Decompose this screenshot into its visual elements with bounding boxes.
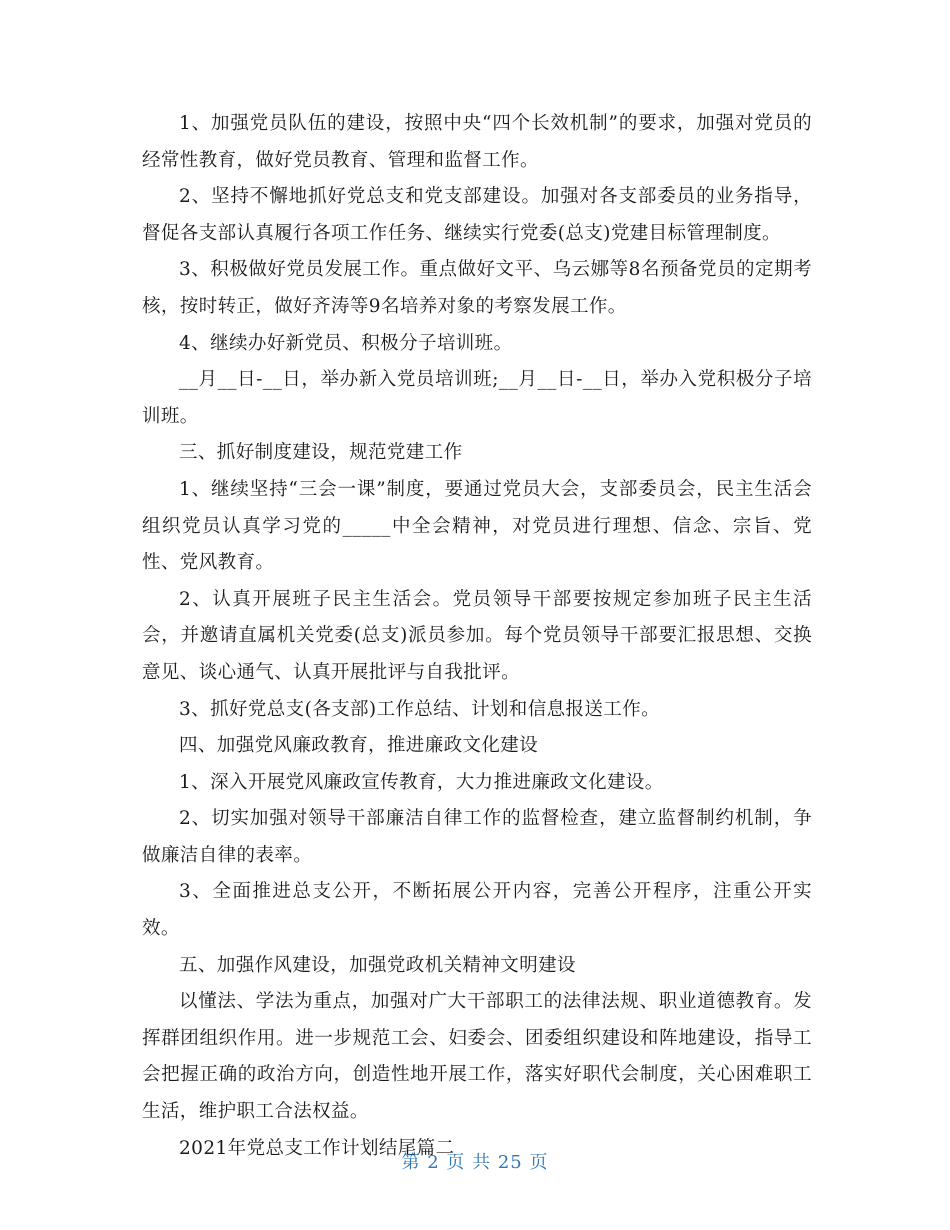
page-number: 第 2 页 共 25 页 — [401, 1152, 549, 1173]
paragraph: 1、加强党员队伍的建设，按照中央“四个长效机制”的要求，加强对党员的经常性教育，做好党员教育、管理和监督工作。 — [142, 113, 812, 171]
paragraph: __月__日-__日，举办新入党员培训班;__月__日-__日，举办入党积极分子培训班。 — [142, 369, 812, 427]
paragraph: 3、全面推进总支公开，不断拓展公开内容，完善公开程序，注重公开实效。 — [142, 881, 812, 940]
paragraph: 3、积极做好党员发展工作。重点做好文平、乌云娜等8名预备党员的定期考核，按时转正，做好齐涛等9名培养对象的考察发展工作。 — [142, 259, 812, 317]
section-heading: 四、加强党风廉政教育，推进廉政文化建设 — [179, 735, 539, 757]
paragraph: 3、抓好党总支(各支部)工作总结、计划和信息报送工作。 — [179, 698, 661, 720]
document-body — [142, 106, 812, 1167]
section-heading: 三、抓好制度建设，规范党建工作 — [179, 442, 463, 464]
paragraph: 以懂法、学法为重点，加强对广大干部职工的法律法规、职业道德教育。发挥群团组织作用。进一步规范工会、妇委会、团委组织建设和阵地建设，指导工会把握正确的政治方向，创造性地开展工作，落实好职代会制度，关心困难职工生活，维护职工合法权益。 — [142, 991, 812, 1123]
paragraph: 1、深入开展党风廉政宣传教育，大力推进廉政文化建设。 — [179, 771, 664, 793]
paragraph: 2、认真开展班子民主生活会。党员领导干部要按规定参加班子民主生活会，并邀请直属机关党委(总支)派员参加。每个党员领导干部要汇报思想、交换意见、谈心通气、认真开展批评与自我批评。 — [142, 588, 812, 683]
paragraph: 2、切实加强对领导干部廉洁自律工作的监督检查，建立监督制约机制，争做廉洁自律的表率。 — [142, 808, 812, 866]
paragraph: 4、继续办好新党员、积极分子培训班。 — [179, 332, 513, 354]
paragraph: 2、坚持不懈地抓好党总支和党支部建设。加强对各支部委员的业务指导，督促各支部认真履行各项工作任务、继续实行党委(总支)党建目标管理制度。 — [142, 186, 812, 244]
section-heading: 五、加强作风建设，加强党政机关精神文明建设 — [179, 954, 576, 976]
paragraph: 1、继续坚持“三会一课”制度，要通过党员大会，支部委员会，民主生活会组织党员认真学习党的_____中全会精神，对党员进行理想、信念、宗旨、党性、党风教育。 — [142, 478, 812, 574]
section-title: 2021年党总支工作计划结尾篇二 — [179, 1137, 455, 1159]
